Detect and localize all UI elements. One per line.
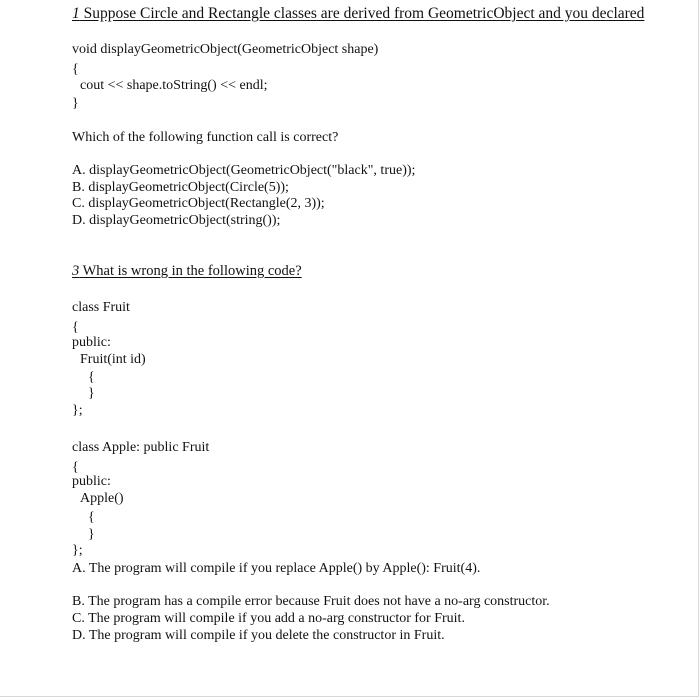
q3-code-line-7: }; <box>72 403 83 418</box>
q1-option-c: C. displayGeometricObject(Rectangle(2, 3)); <box>72 196 325 211</box>
q3-code-line-2: { <box>72 320 79 335</box>
q1-option-b: B. displayGeometricObject(Circle(5)); <box>72 180 289 195</box>
q3-code-line-3: public: <box>72 335 111 350</box>
question-3-heading <box>72 263 302 279</box>
q1-option-a: A. displayGeometricObject(GeometricObject("black", true)); <box>72 163 416 178</box>
q1-code-line-3: cout << shape.toString() << endl; <box>80 78 268 93</box>
q3-code-line-9: { <box>72 460 79 475</box>
question-3-heading-text: What is wrong in the following code? <box>79 263 302 279</box>
q3-option-c: C. The program will compile if you add a no-arg constructor for Fruit. <box>72 611 465 626</box>
q3-code-line-5: { <box>88 370 95 385</box>
q3-code-line-6: } <box>88 386 95 401</box>
q3-code-line-4: Fruit(int id) <box>80 352 146 367</box>
q1-prompt: Which of the following function call is correct? <box>72 130 339 145</box>
q3-code-line-10: public: <box>72 474 111 489</box>
question-1-heading-text: Suppose Circle and Rectangle classes are derived from GeometricObject and you declared <box>79 5 645 22</box>
q3-code-line-1: class Fruit <box>72 300 130 315</box>
question-3-number: 3 <box>72 263 80 279</box>
q3-option-b: B. The program has a compile error because Fruit does not have a no-arg constructor. <box>72 594 550 609</box>
q3-code-line-14: }; <box>72 543 83 558</box>
q1-code-line-4: } <box>72 96 79 111</box>
q1-option-d: D. displayGeometricObject(string()); <box>72 213 281 228</box>
question-1-number: 1 <box>72 5 80 22</box>
q1-code-line-1: void displayGeometricObject(GeometricObject shape) <box>72 42 379 57</box>
q1-code-line-2: { <box>72 62 79 77</box>
q3-code-line-13: } <box>88 527 95 542</box>
q3-code-line-12: { <box>88 510 95 525</box>
q3-option-a: A. The program will compile if you replace Apple() by Apple(): Fruit(4). <box>72 561 481 576</box>
question-1-heading <box>72 6 644 22</box>
q3-code-line-11: Apple() <box>80 491 124 506</box>
q3-option-d: D. The program will compile if you delete the constructor in Fruit. <box>72 628 445 643</box>
q3-code-line-8: class Apple: public Fruit <box>72 440 210 455</box>
